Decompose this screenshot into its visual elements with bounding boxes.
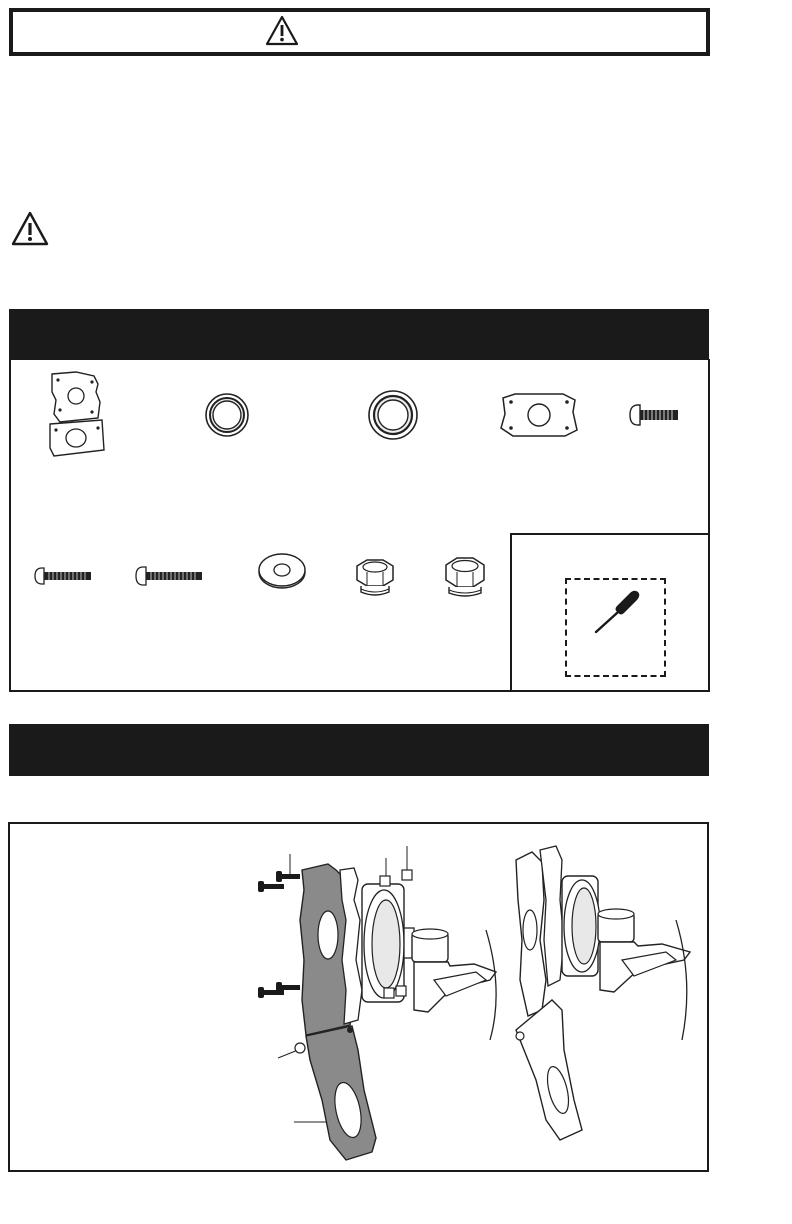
- mount-plate-icon: [499, 390, 579, 440]
- ring-spacer-small-icon: [204, 392, 250, 438]
- adapter-plate-icon: [46, 370, 108, 458]
- long-screw-icon: [134, 565, 204, 587]
- screwdriver-icon: [590, 588, 642, 636]
- medium-screw-icon: [33, 566, 93, 586]
- warning-banner: [9, 8, 710, 56]
- hex-nut-small-icon: [351, 558, 397, 598]
- washer-icon: [257, 552, 307, 590]
- warning-triangle-icon: [265, 15, 299, 47]
- assembly-section-header: [9, 724, 709, 776]
- exploded-assembly-diagram: [250, 840, 510, 1170]
- short-screw-icon: [628, 403, 680, 427]
- ring-spacer-large-icon: [367, 389, 419, 441]
- warning-triangle-icon: [11, 211, 49, 247]
- hex-nut-large-icon: [440, 556, 490, 600]
- assembled-mount-diagram: [498, 840, 698, 1150]
- parts-section-header: [9, 309, 709, 360]
